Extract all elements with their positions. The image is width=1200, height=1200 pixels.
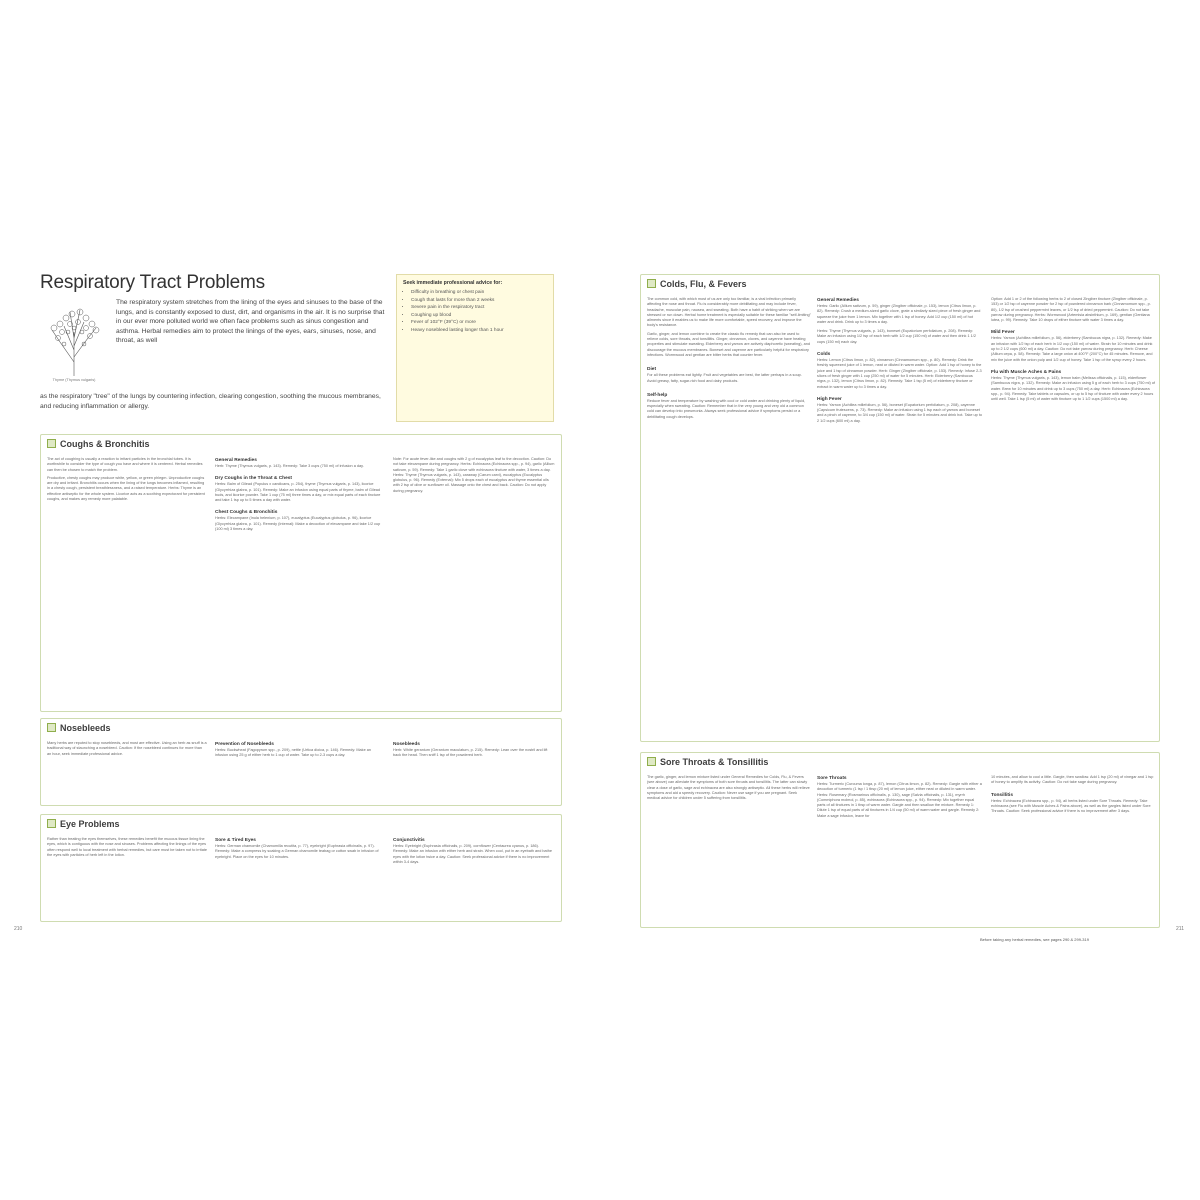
warning-item: • Severe pain in the respiratory tract	[411, 304, 547, 312]
intro-text-continued: as the respiratory "tree" of the lungs by countering infection, clearing congestion, soothing the mucous membranes, and reducing inflammation or allergy.	[40, 393, 381, 410]
warning-title: Seek immediate professional advice for:	[403, 280, 503, 286]
section-heading: Colds, Flu, & Fevers	[647, 279, 747, 289]
checkbox-icon	[47, 439, 56, 448]
throats-column-2: Sore Throats Herbs: Turmeric (Curcuma longa, p. 87), lemon (Citrus limon, p. 82). Remedy: Gargle with either a decoction of turmeric (1 tsp / 1 tbsp (20 ml) of lemon juice, either neat or diluted in warm water. Herbs: Rosemary (Rosmarinus officinalis, p. 130), sage (Salvia officinalis, p. 131), myrrh (Commiphora molmol, p. 85), echinacea (Echinacea spp., p. 94). Remedy: Mix together equal parts of all tinctures in 1 tbsp of warm water. Gargle and then swallow the mixture. Remedy 1: Dilute 1 tsp of equal parts of all tinctures in 1/4 cup (50 ml) of warm water and gargle. Remedy 2: Make a sage infusion, leave for	[817, 776, 982, 818]
coughs-section	[40, 434, 562, 712]
eyes-column-1: Rather than treating the eyes themselves, these remedies benefit the mucous tissue lining the eyes, which is contiguous with the nose and sinuses. Problems affecting the linings of the eyes often respond well to local treatment with herbal remedies, but care must be taken not to irritate the eyes with particles of herb left in the lotion.	[47, 837, 207, 857]
warning-item: • Heavy nosebleed lasting longer than 1 hour	[411, 327, 547, 335]
section-heading: Coughs & Bronchitis	[47, 439, 150, 449]
nosebleeds-column-3: Nosebleeds Herb: White geranium (Geranium maculatum, p. 215). Remedy: Lean over the nostril and lift back the head. Then sniff 1 tsp of the powdered herb.	[393, 742, 548, 758]
plant-caption: Thyme (Thymus vulgaris)	[52, 378, 96, 382]
eyes-column-3: Conjunctivitis Herbs: Eyebright (Euphrasia officinalis, p. 209), cornflower (Centaurea cyanus, p. 186). Remedy: Make an infusion with either herb and strain. When cool, put in an eyebath and bathe eyes with the lotion twice a day. Caution: Seek professional advice if there is no improvement within 3-4 days.	[393, 838, 552, 864]
section-heading: Nosebleeds	[47, 723, 111, 733]
section-heading: Eye Problems	[47, 819, 120, 829]
warning-item: • Fever of 102°F (39°C) or more	[411, 319, 547, 327]
checkbox-icon	[647, 279, 656, 288]
nosebleeds-column-2: Prevention of Nosebleeds Herbs: Buckwheat (Fagopyrum spp., p. 209), nettle (Urtica dioica, p. 146). Remedy: Make an infusion using 25 g of either herb to 1 cup of water. Take up to 2-3 cups a day.	[215, 742, 371, 758]
warning-item: • Difficulty in breathing or chest pain	[411, 289, 547, 297]
checkbox-icon	[647, 757, 656, 766]
page-footer: Before taking any herbal remedies, see pages 290 & 299-319	[980, 937, 1089, 942]
page-number-right: 211	[1176, 926, 1184, 932]
coughs-column-2: General Remedies Herb: Thyme (Thymus vulgaris, p. 143). Remedy: Take 3 cups (750 ml) of infusion a day. Dry Coughs in the Throat & Chest Herbs: Balm of Gilead (Populus x candicans, p. 254), thyme (Thymus vulgaris, p. 143), licorice (Glycyrrhiza glabra, p. 101). Remedy: Make an infusion using equal parts of thyme, balm of Gilead buds, and licorice powder. Take 1 cup (75 ml) three times a day, or mix equal parts of each tincture and take 1 tsp up to 5 times a day with water. Chest Coughs & Bronchitis Herbs: Elecampane (Inula helenium, p. 107), eucalyptus (Eucalyptus globulus, p. 96), licorice (Glycyrrhiza glabra, p. 101). Remedy (Internal): Make a decoction of elecampane and take 1/2 cup (100 ml) 3 times a day.	[215, 458, 381, 532]
colds-column-2: General Remedies Herbs: Garlic (Allium sativum, p. 59), ginger (Zingiber officinale, p. 153), lemon (Citrus limon, p. 82). Remedy: Crush a medium-sized garlic clove, grate a similarly sized piece of fresh ginger and squeeze the juice from 1 lemon. Mix together with 1 tsp of honey. Add 1/2 cup (150 ml) of hot water and drink. Drink up to 3 times a day. Herbs: Thyme (Thymus vulgaris, p. 143), boneset (Eupatorium perfoliatum, p. 208). Remedy: Make an infusion using 1/2 tsp of each herb with 1/2 cup (150 ml) of water and then drink 1 1/2 cups (150 ml) each day. Colds Herbs: Lemon (Citrus limon, p. 82), cinnamon (Cinnamomum spp., p. 80). Remedy: Drink the freshly squeezed juice of 1 lemon, neat or diluted in warm water. Option: Add 1 tsp of honey to the juice and 1 tsp of cinnamon powder. Herb: Ginger (Zingiber officinale, p. 153). Remedy: Infuse 2-3 slices of fresh ginger with 1 cup (250 ml) of water for 5 minutes. Herb: Elderberry (Sambucus nigra, p. 132), lemon (Citrus limon, p. 82). Remedy: Take 1 tsp (5 ml) of elderberry tincture or extract in warm water up to 3 times a day. High Fever Herbs: Yarrow (Achillea millefolium, p. 56), boneset (Eupatorium perfoliatum, p. 208), cayenne (Capsicum frutescens, p. 73). Remedy: Make an infusion using 1 tsp each of yarrow and boneset and a pinch of cayenne, to 3/4 cup (150 ml) of water. Strain for 5 minutes and drink hot. Take up to 2 1/2 cups (600 ml) a day.	[817, 298, 982, 423]
thyme-illustration	[42, 302, 106, 378]
coughs-column-1: The act of coughing is usually a reaction to irritant particles in the bronchial tubes. It is worthwhile to consider the type of cough you have and where it is centered. Herbal remedies can then be chosen to match the problem. Productive, chesty coughs may produce white, yellow, or green phlegm. Unproductive coughs are dry and irritant. Bronchitis occurs when the lining of the lungs becomes inflamed, resulting in a chesty cough, persistent breathlessness, and a raised temperature. Herbs: Thyme is an effective antiseptic for the whole system. Licorice acts as a soothing expectorant for persistent coughs, and makes any remedy more palatable.	[47, 457, 205, 502]
section-heading: Sore Throats & Tonsillitis	[647, 757, 768, 767]
page-number-left: 210	[14, 926, 23, 932]
page-title: Respiratory Tract Problems	[40, 272, 265, 293]
warning-box	[396, 274, 554, 422]
throats-column-3: 10 minutes, and allow to cool a little. Gargle, then swallow. Add 1 tsp (20 ml) of vinegar and 1 tsp of honey to amplify its activity. Caution: Do not take sage during pregnancy. Tonsillitis Herbs: Echinacea (Echinacea spp., p. 94), all herbs listed under Sore Throats. Remedy: Take echinacea (see Flu with Muscle Aches & Pains above), as well as the gargles listed under Sore Throats. Caution: Seek professional advice if there is no improvement after 3 days.	[991, 775, 1154, 814]
colds-section	[640, 274, 1160, 742]
nosebleeds-column-1: Many herbs are reputed to stop nosebleeds, and most are effective. Using an herb as snuff is a traditional way of staunching a nosebleed. Caution: If the nosebleed continues for more than an hour, seek immediate professional advice.	[47, 741, 207, 756]
checkbox-icon	[47, 819, 56, 828]
warning-item: • Cough that lasts for more than 2 weeks	[411, 297, 547, 305]
sore-throats-section	[640, 752, 1160, 928]
eyes-column-2: Sore & Tired Eyes Herbs: German chamomile (Chamomilla recutita, p. 77), eyebright (Euphrasia officinalis, p. 97). Remedy: Make a compress by soaking a German chamomile teabag or cotton swab in infusion of eyebright. Place on the eyes for 10 minutes.	[215, 838, 379, 859]
throats-column-1: The garlic, ginger, and lemon mixture listed under General Remedies for Colds, Flu, & Fevers (see above) can alleviate the symptoms of both sore throats and tonsillitis. The latter can slowly clear a dose of garlic, sage and echinacea are also strongly antiseptic. All these herbs will relieve symptoms and aid a speedy recovery. Caution: Never use sage if you are pregnant. Seek medical advice for children under 5 suffering from tonsillitis.	[647, 775, 810, 801]
eye-problems-section	[40, 814, 562, 922]
colds-column-3: Option: Add 1 or 2 of the following herbs to 2 of closed Zingiber tincture (Zingiber officinale, p. 153) or 1/2 tsp of cayenne powder for 2 tsp of powdered cinnamon bark (Cinnamomum spp., p. 80), 1/2 tsp of crushed peppermint leaves, or 1/2 tsp of dried peppermint. Caution: Do not take yarrow during pregnancy. Herbs: Wormwood (Artemisia absinthium, p. 169), gentian (Gentiana lutea, p. 99). Remedy: Take 10 drops of either tincture with water 3 times a day. Mild Fever Herbs: Yarrow (Achillea millefolium, p. 56), elderberry (Sambucus nigra, p. 132). Remedy: Make an infusion with 1/2 tsp of each herb in 1/2 cup (150 ml) of water. Strain for 10 minutes and drink up to 2 1/2 cups (600 ml) a day. Caution: Do not take yarrow during pregnancy. Herb: Cheese (Allium cepa, p. 58). Remedy: Take a large onion at 400°F (200°C) for 45 minutes. Remove, and mix the juice with the onion pulp and 1/2 cup of honey. Take 1 tsp of the syrup every 2 hours. Flu with Muscle Aches & Pains Herbs: Thyme (Thymus vulgaris, p. 143), lemon balm (Melissa officinalis, p. 115), elderflower (Sambucus nigra, p. 132). Remedy: Make an infusion using 5 g of each herb to 3 cups (750 ml) of water. Brew for 10 minutes and drink up to 3 cups (750 ml) a day. Herb: Echinacea (Echinacea spp., p. 94). Remedy: Take tablets or capsules, or up to 5 tsp of tincture with water every 2 hours until well. Take 1 tsp (5 ml) of water with tincture up to 1 1/2 cups (1500 ml) a day.	[991, 297, 1155, 402]
colds-column-1: The common cold, with which most of us are only too familiar, is a viral infection primarily affecting the nose and throat. Flu is considerably more debilitating and may include fever, headache, muscular pain, nausea, and sweating. Both have a habit of striking when we are stressed or run down. Herbal home treatment is especially suitable for these familiar "self-limiting" ailments since it enables us to make life more comfortable, speed recovery, and improve the body's resistance. Garlic, ginger, and lemon combine to create the classic flu remedy that can also be used to relieve colds, sore throats, and tonsillitis. Ginger, cinnamon, cloves, and cayenne have heating properties and stimulate sweating. Elderberry and yarrow are actively diaphoretic (sweating), and discourage the mucous membranes. Boneset and cayenne are particularly helpful for respiratory infections. Wormwood and gentian are bitter herbs that counter fever. Diet For all these problems eat lightly. Fruit and vegetables are best, the latter perhaps in a soup. Avoid greasy, fatty, sugar-rich food and dairy products. Self-help Reduce fever and temperature by washing with cool or cold water and drinking plenty of liquid, especially when sweating. Caution: Remember that in the very young and very old a common cold can develop into pneumonia. Always seek professional advice if symptoms persist or a debilitating cough develops.	[647, 297, 811, 419]
coughs-column-3: Note: For acute fever-like and coughs with 2 g of eucalyptus leaf to the decoction. Caution: Do not take elecampane during pregnancy. Herbs: Echinacea (Echinacea spp., p. 94), garlic (Allium sativum, p. 59). Remedy: Take 1 garlic clove with echinacea tincture with water, 3 times a day. Herbs: Thyme (Thymus vulgaris, p. 143), caraway (Carum carvi), eucalyptus (Eucalyptus globulus, p. 96). Remedy (External): Mix 5 drops each of eucalyptus and thyme essential oils with 2 tsp of olive or sunflower oil. Massage onto the chest and back. Caution: Do not apply during pregnancy.	[393, 457, 555, 493]
nosebleeds-section	[40, 718, 562, 806]
intro-text: The respiratory system stretches from the lining of the eyes and sinuses to the base of the lungs, and is constantly exposed to dust, dirt, and organisms in the air. It is no surprise that in our ever more polluted world we often face problems such as sinus congestion and asthma. Herbal remedies aim to protect the linings of the eyes, ears, sinuses, nose, and throat, as well	[116, 299, 385, 345]
checkbox-icon	[47, 723, 56, 732]
warning-item: • Coughing up blood	[411, 312, 547, 320]
